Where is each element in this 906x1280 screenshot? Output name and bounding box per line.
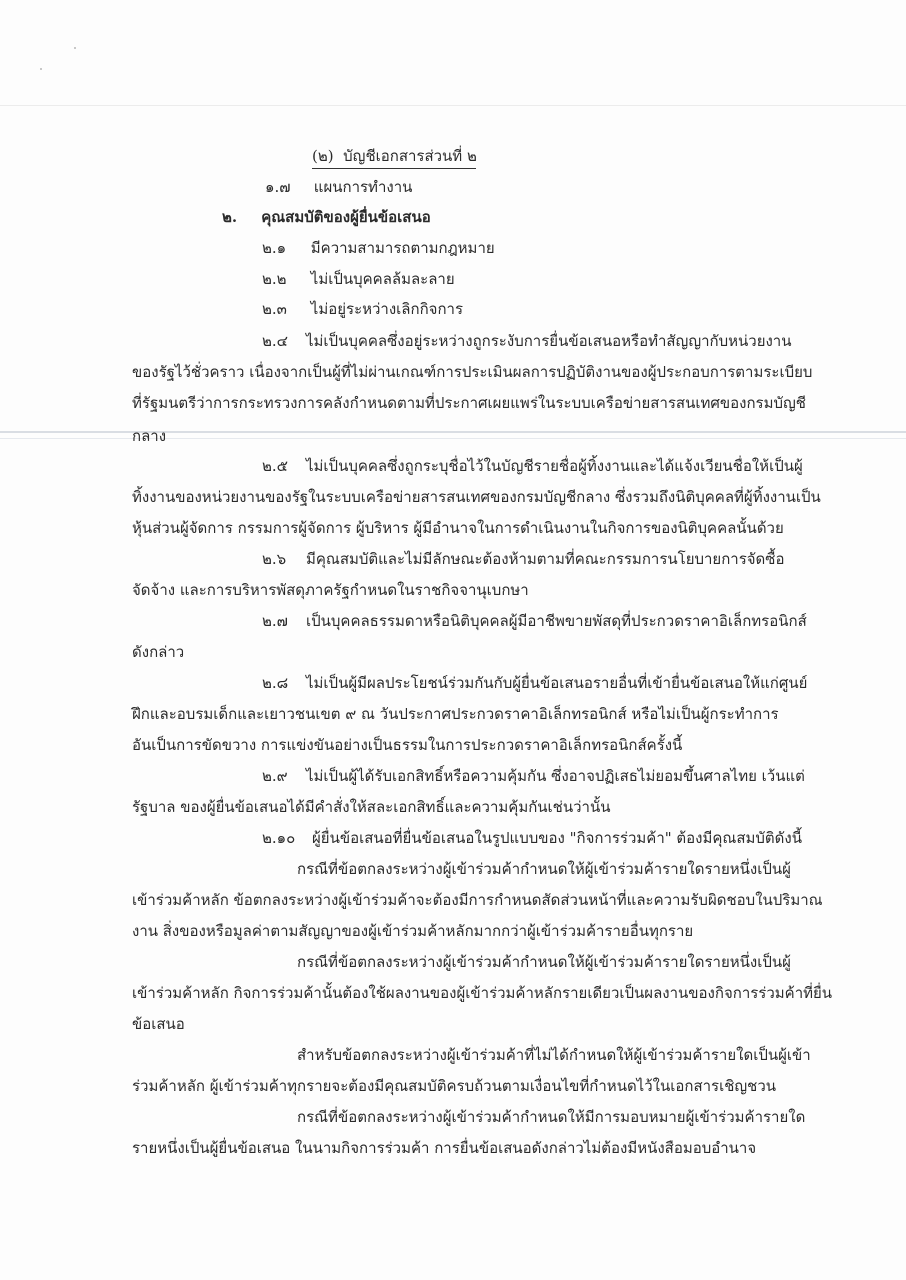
para-2-5-line-2: ทิ้งงานของหน่วยงานของรัฐในระบบเครือข่ายสารสนเทศของกรมบัญชีกลาง ซึ่งรวมถึงนิติบุคคลที่ผู้ทิ้งงานเป็น xyxy=(132,488,821,506)
item-2-3 xyxy=(262,299,463,319)
item-text: ไม่อยู่ระหว่างเลิกกิจการ xyxy=(310,300,464,318)
para-text: ไม่เป็นผู้มีผลประโยชน์ร่วมกันกับผู้ยื่นข้อเสนอรายอื่นที่เข้ายื่นข้อเสนอให้แก่ศูนย์ xyxy=(306,674,808,692)
item-2-2 xyxy=(262,269,455,289)
scan-speck xyxy=(74,47,76,49)
item-number: ๑.๗ xyxy=(265,178,291,196)
item-2-1 xyxy=(262,238,495,258)
para-2-8-line-3: อันเป็นการขัดขวาง การแข่งขันอย่างเป็นธรรมในการประกวดราคาอิเล็กทรอนิกส์ครั้งนี้ xyxy=(132,736,683,754)
para-2-10-line-1 xyxy=(262,828,802,848)
case-2-line-3: ข้อเสนอ xyxy=(132,1015,185,1033)
para-text: ไม่เป็นบุคคลซึ่งอยู่ระหว่างถูกระงับการยื่นข้อเสนอหรือทำสัญญากับหน่วยงาน xyxy=(306,332,792,350)
item-text: แผนการทำงาน xyxy=(313,178,413,196)
case-4-line-1: กรณีที่ข้อตกลงระหว่างผู้เข้าร่วมค้ากำหนดให้มีการมอบหมายผู้เข้าร่วมค้ารายใด xyxy=(297,1108,806,1126)
para-2-4-line-2: ของรัฐไว้ชั่วคราว เนื่องจากเป็นผู้ที่ไม่ผ่านเกณฑ์การประเมินผลการปฏิบัติงานของผู้ประกอบการตามระเบียบ xyxy=(132,363,813,381)
para-2-5-line-3: หุ้นส่วนผู้จัดการ กรรมการผู้จัดการ ผู้บริหาร ผู้มีอำนาจในการดำเนินงานในกิจการของนิติบุคคลนั้นด้วย xyxy=(132,519,784,537)
para-2-4-line-3: ที่รัฐมนตรีว่าการกระทรวงการคลังกำหนดตามที่ประกาศเผยแพร่ในระบบเครือข่ายสารสนเทศของกรมบัญชี xyxy=(132,394,806,412)
item-text: ไม่เป็นบุคคลล้มละลาย xyxy=(310,270,455,288)
item-number: ๒.๑๐ xyxy=(262,829,296,847)
case-3-line-2: ร่วมค้าหลัก ผู้เข้าร่วมค้าทุกรายจะต้องมีคุณสมบัติครบถ้วนตามเงื่อนไขที่กำหนดไว้ในเอกสารเชิญชวน xyxy=(132,1077,777,1095)
case-2-line-2: เข้าร่วมค้าหลัก กิจการร่วมค้านั้นต้องใช้ผลงานของผู้เข้าร่วมค้าหลักรายเดียวเป็นผลงานของกิจการร่วมค้าที่ยื่น xyxy=(132,984,833,1002)
case-4-line-2: รายหนึ่งเป็นผู้ยื่นข้อเสนอ ในนามกิจการร่วมค้า การยื่นข้อเสนอดังกล่าวไม่ต้องมีหนังสือมอบอำนาจ xyxy=(132,1139,757,1157)
item-number: ๒.๘ xyxy=(262,674,289,692)
section-2-heading xyxy=(222,207,431,227)
item-number: ๒.๕ xyxy=(262,457,289,475)
case-1-line-2: เข้าร่วมค้าหลัก ข้อตกลงระหว่างผู้เข้าร่วมค้าจะต้องมีการกำหนดสัดส่วนหน้าที่และความรับผิดชอบในปริมาณ xyxy=(132,891,823,909)
item-number: ๒.๔ xyxy=(262,332,289,350)
para-2-6-line-2: จัดจ้าง และการบริหารพัสดุภาครัฐกำหนดในราชกิจจานุเบกษา xyxy=(132,581,529,599)
para-2-6-line-1 xyxy=(262,549,785,569)
para-2-8-line-1 xyxy=(262,673,808,693)
scan-speck xyxy=(40,68,42,70)
para-text: ผู้ยื่นข้อเสนอที่ยื่นข้อเสนอในรูปแบบของ "กิจการร่วมค้า" ต้องมีคุณสมบัติดังนี้ xyxy=(312,829,802,847)
attachment-number: (๒) xyxy=(312,147,334,165)
para-2-7-line-2: ดังกล่าว xyxy=(132,643,185,661)
case-2-line-1: กรณีที่ข้อตกลงระหว่างผู้เข้าร่วมค้ากำหนดให้ผู้เข้าร่วมค้ารายใดรายหนึ่งเป็นผู้ xyxy=(297,953,791,971)
item-number: ๒.๙ xyxy=(262,767,288,785)
item-number: ๒.๓ xyxy=(262,300,287,318)
para-2-5-line-1 xyxy=(262,456,803,476)
para-2-8-line-2: ฝึกและอบรมเด็กและเยาวชนเขต ๙ ณ วันประกาศประกวดราคาอิเล็กทรอนิกส์ หรือไม่เป็นผู้กระทำการ xyxy=(132,705,779,723)
para-text: มีคุณสมบัติและไม่มีลักษณะต้องห้ามตามที่คณะกรรมการนโยบายการจัดซื้อ xyxy=(306,550,785,568)
item-1-7 xyxy=(265,177,412,197)
case-3-line-1: สำหรับข้อตกลงระหว่างผู้เข้าร่วมค้าที่ไม่ได้กำหนดให้ผู้เข้าร่วมค้ารายใดเป็นผู้เข้า xyxy=(297,1046,811,1064)
para-2-9-line-2: รัฐบาล ของผู้ยื่นข้อเสนอได้มีคำสั่งให้สละเอกสิทธิ์และความคุ้มกันเช่นว่านั้น xyxy=(132,798,611,816)
item-number: ๒.๗ xyxy=(262,612,288,630)
attachment-title: บัญชีเอกสารส่วนที่ ๒ xyxy=(343,147,477,165)
para-2-4-line-1 xyxy=(262,331,792,351)
para-2-9-line-1 xyxy=(262,766,805,786)
item-number: ๒.๑ xyxy=(262,239,287,257)
para-text: ไม่เป็นบุคคลซึ่งถูกระบุชื่อไว้ในบัญชีรายชื่อผู้ทิ้งงานและได้แจ้งเวียนชื่อให้เป็นผู้ xyxy=(306,457,803,475)
section-title: คุณสมบัติของผู้ยื่นข้อเสนอ xyxy=(261,208,431,226)
item-number: ๒.๖ xyxy=(262,550,287,568)
item-number: ๒.๒ xyxy=(262,270,287,288)
para-2-4-line-4: กลาง xyxy=(132,427,167,445)
section-number: ๒. xyxy=(222,208,238,226)
attachment-heading xyxy=(312,146,476,169)
item-text: มีความสามารถตามกฎหมาย xyxy=(310,239,495,257)
para-2-7-line-1 xyxy=(262,611,807,631)
para-text: เป็นบุคคลธรรมดาหรือนิติบุคคลผู้มีอาชีพขายพัสดุที่ประกวดราคาอิเล็กทรอนิกส์ xyxy=(306,612,807,630)
case-1-line-1: กรณีที่ข้อตกลงระหว่างผู้เข้าร่วมค้ากำหนดให้ผู้เข้าร่วมค้ารายใดรายหนึ่งเป็นผู้ xyxy=(297,860,791,878)
scan-artifact-line xyxy=(0,105,906,106)
case-1-line-3: งาน สิ่งของหรือมูลค่าตามสัญญาของผู้เข้าร่วมค้าหลักมากกว่าผู้เข้าร่วมค้ารายอื่นทุกราย xyxy=(132,922,694,940)
para-text: ไม่เป็นผู้ได้รับเอกสิทธิ์หรือความคุ้มกัน ซึ่งอาจปฏิเสธไม่ยอมขึ้นศาลไทย เว้นแต่ xyxy=(306,767,805,785)
